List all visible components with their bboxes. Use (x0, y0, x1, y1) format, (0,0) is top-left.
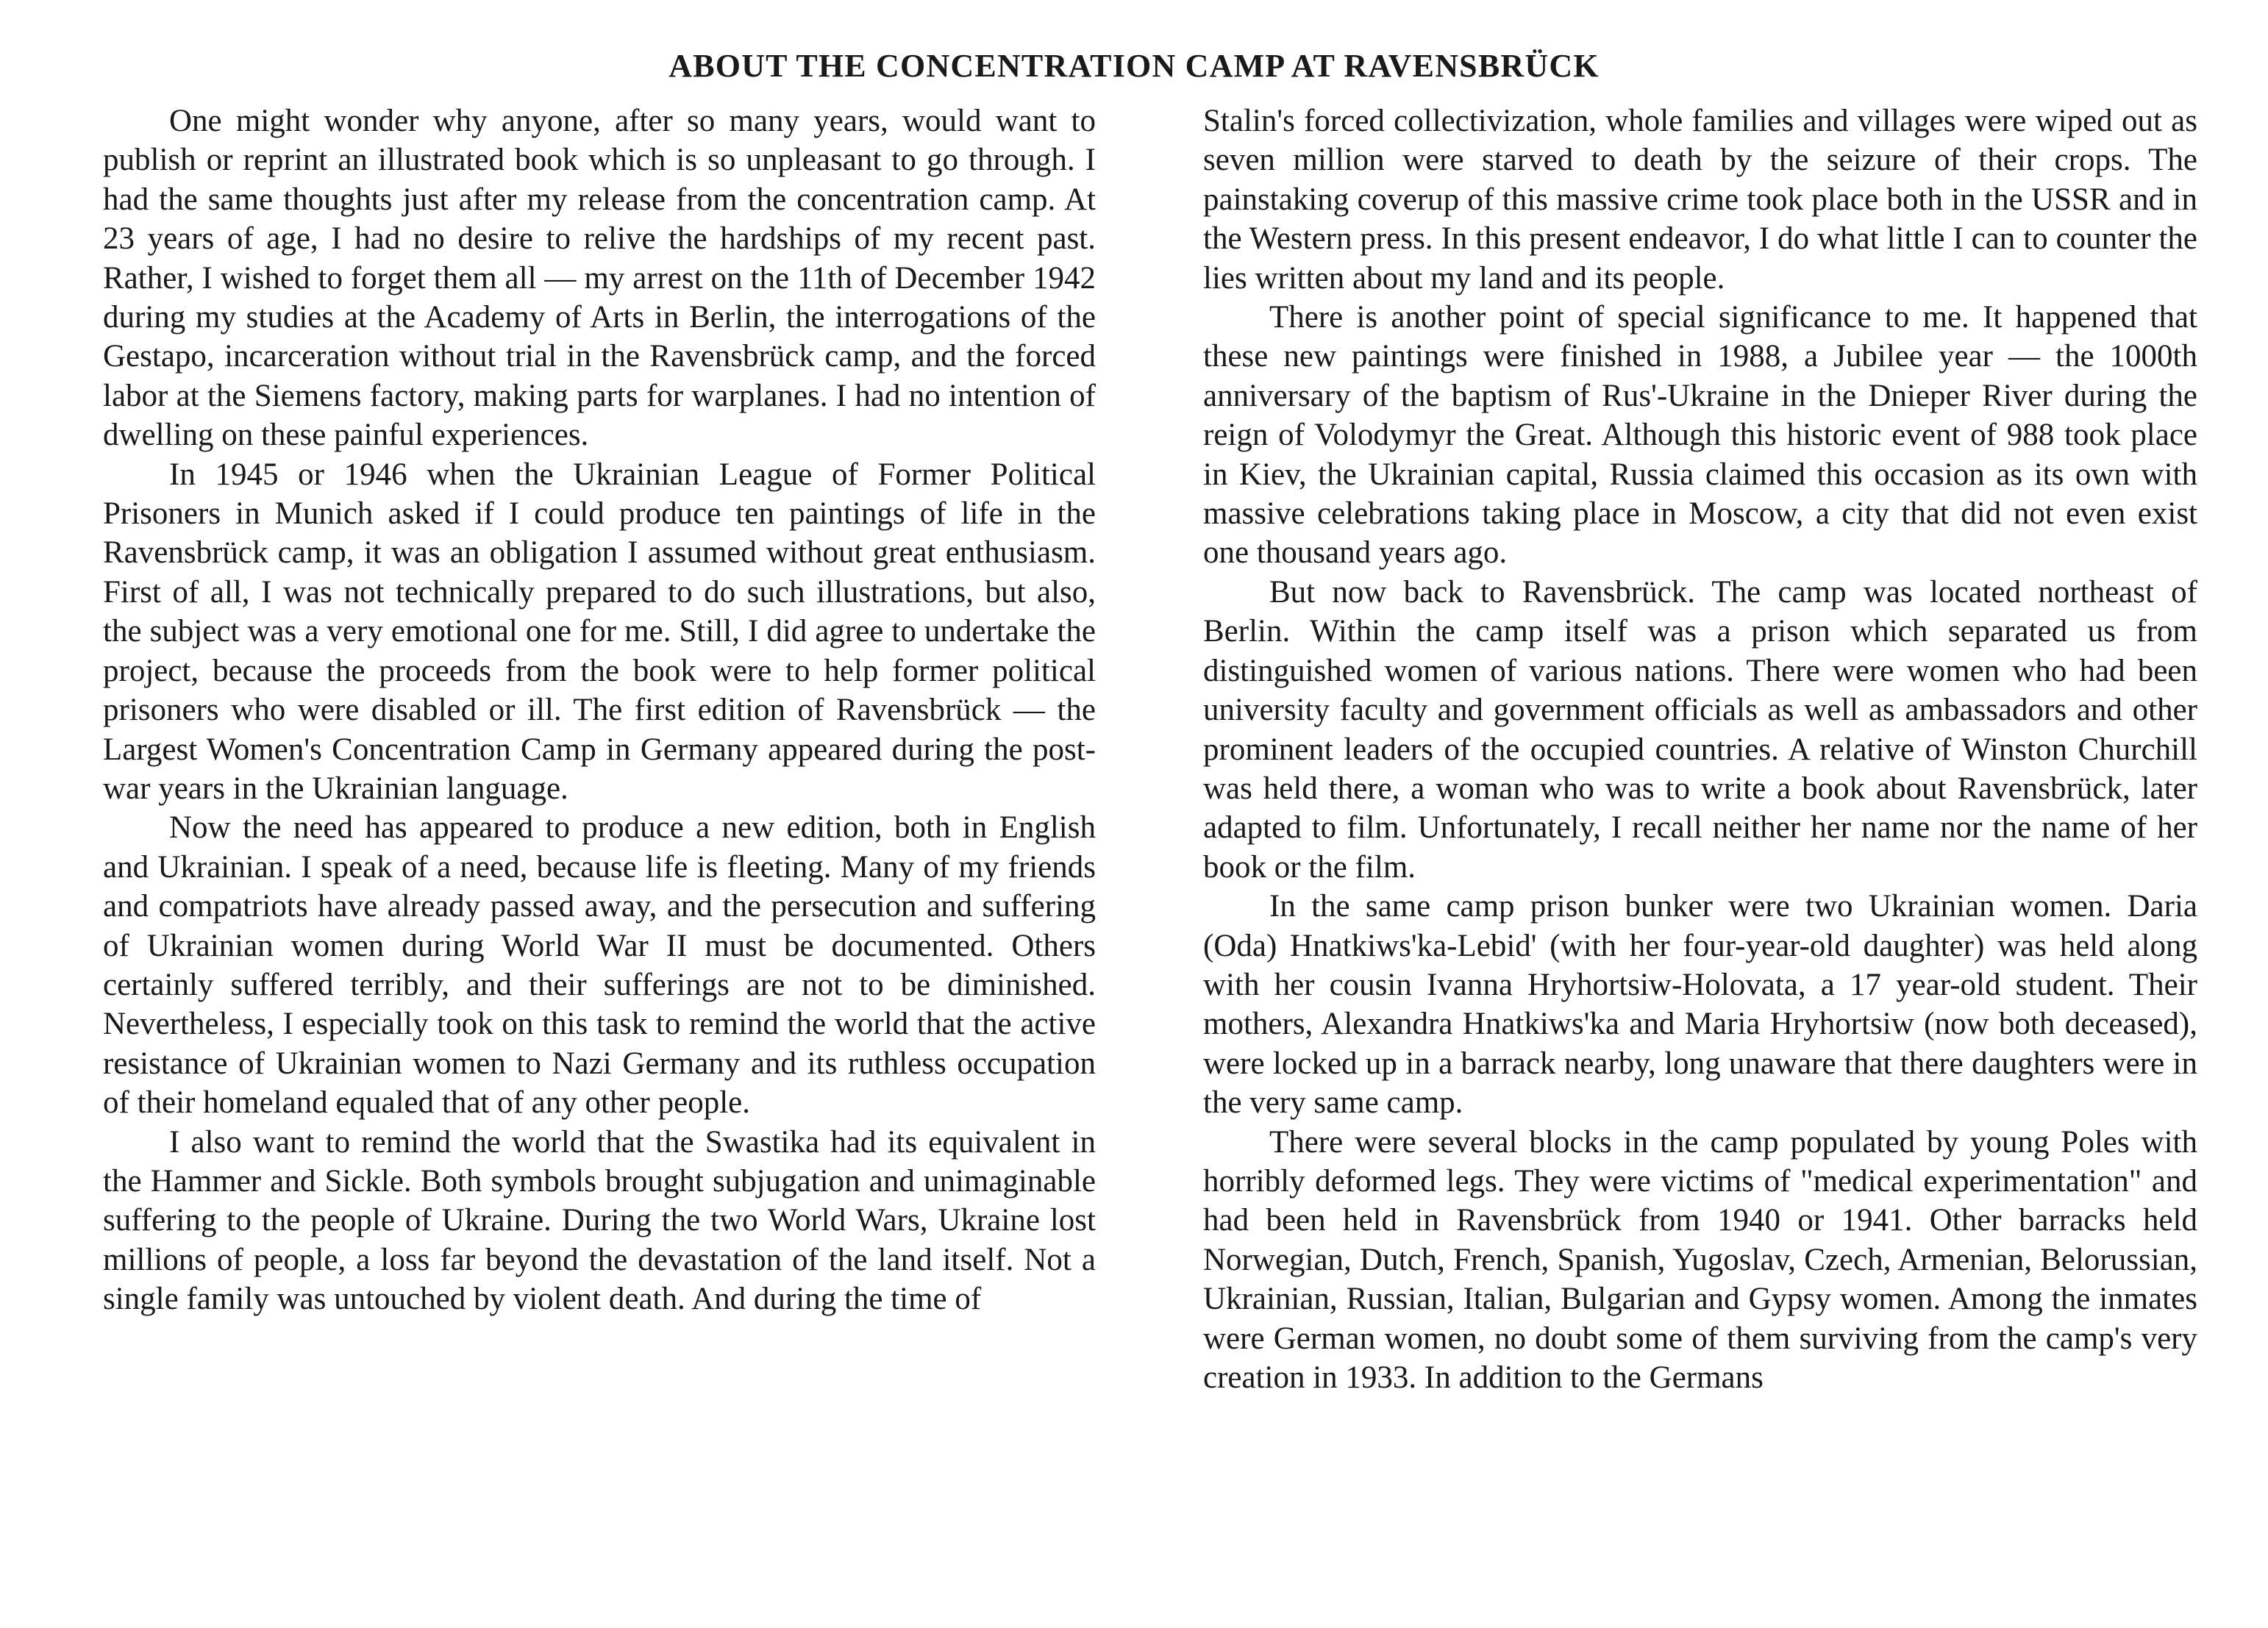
paragraph: There were several blocks in the camp populated by young Poles with horribly deformed legs. They were victims of "medical experimentation" and had been held in Ravensbrück from 1940 or 1941. Other barracks held Norwegian, Dutch, French, Spanish, Yugoslav, Czech, Armenian, Belorussian, Ukrainian, Russian, Italian, Bulgarian and Gypsy women. Among the inmates were German women, no doubt some of them surviving from the camp's very creation in 1933. In addition to the Germans (1203, 1124, 2197, 1395)
page-title: ABOUT THE CONCENTRATION CAMP AT RAVENSBRÜCK (668, 48, 1600, 84)
paragraph-continued: Stalin's forced collectivization, whole families and villages were wiped out as seven million were starved to death by the seizure of their crops. The painstaking coverup of this massive crime took place both in the USSR and in the Western press. In this present endeavor, I do what little I can to counter the lies written about my land and its people. (1203, 104, 2197, 296)
paragraph: But now back to Ravensbrück. The camp was located northeast of Berlin. Within the camp itself was a prison which separated us from distinguished women of various nations. There were women who had been university faculty and government officials as well as ambassadors and other prominent leaders of the occupied countries. A relative of Winston Churchill was held there, a woman who was to write a book about Ravensbrück, later adapted to film. Unfortunately, I recall neither her name nor the name of her book or the film. (1203, 574, 2197, 885)
left-column (103, 101, 1096, 1319)
paragraph: Now the need has appeared to produce a new edition, both in English and Ukrainian. I speak of a need, because life is fleeting. Many of my friends and compatriots have already passed away, and the persecution and suffering of Ukrainian women during World War II must be documented. Others certainly suffered terribly, and their sufferings are not to be diminished. Nevertheless, I especially took on this task to remind the world that the active resistance of Ukrainian women to Nazi Germany and its ruthless occupation of their homeland equaled that of any other people. (103, 810, 1096, 1121)
paragraph: One might wonder why anyone, after so many years, would want to publish or reprint an illustrated book which is so unpleasant to go through. I had the same thoughts just after my release from the concentration camp. At 23 years of age, I had no desire to relive the hardships of my recent past. Rather, I wished to forget them all — my arrest on the 11th of December 1942 during my studies at the Academy of Arts in Berlin, the interrogations of the Gestapo, incarceration without trial in the Ravensbrück camp, and the forced labor at the Siemens factory, making parts for warplanes. I had no intention of dwelling on these painful experiences. (103, 104, 1096, 453)
paragraph: In 1945 or 1946 when the Ukrainian League of Former Political Prisoners in Munich asked if I could produce ten paintings of life in the Ravensbrück camp, it was an obligation I assumed without great enthusiasm. First of all, I was not technically prepared to do such illustrations, but also, the subject was a very emotional one for me. Still, I did agree to undertake the project, because the proceeds from the book were to help former political prisoners who were disabled or ill. The first edition of Ravensbrück — the Largest Women's Concentration Camp in Germany appeared during the post-war years in the Ukrainian language. (103, 457, 1096, 806)
right-column (1203, 101, 2197, 1397)
paragraph: I also want to remind the world that the Swastika had its equivalent in the Hammer and Sickle. Both symbols brought subjugation and unimaginable suffering to the people of Ukraine. During the two World Wars, Ukraine lost millions of people, a loss far beyond the devastation of the land itself. Not a single family was untouched by violent death. And during the time of (103, 1124, 1096, 1317)
paragraph: In the same camp prison bunker were two Ukrainian women. Daria (Oda) Hnatkiws'ka-Lebid' (with her four-year-old daughter) was held along with her cousin Ivanna Hryhortsiw-Holovata, a 17 year-old student. Their mothers, Alexandra Hnatkiws'ka and Maria Hryhortsiw (now both deceased), were locked up in a barrack nearby, long unaware that there daughters were in the very same camp. (1203, 889, 2197, 1121)
paragraph: There is another point of special significance to me. It happened that these new paintings were finished in 1988, a Jubilee year — the 1000th anniversary of the baptism of Rus'-Ukraine in the Dnieper River during the reign of Volodymyr the Great. Although this historic event of 988 took place in Kiev, the Ukrainian capital, Russia claimed this occasion as its own with massive celebrations taking place in Moscow, a city that did not even exist one thousand years ago. (1203, 300, 2197, 571)
